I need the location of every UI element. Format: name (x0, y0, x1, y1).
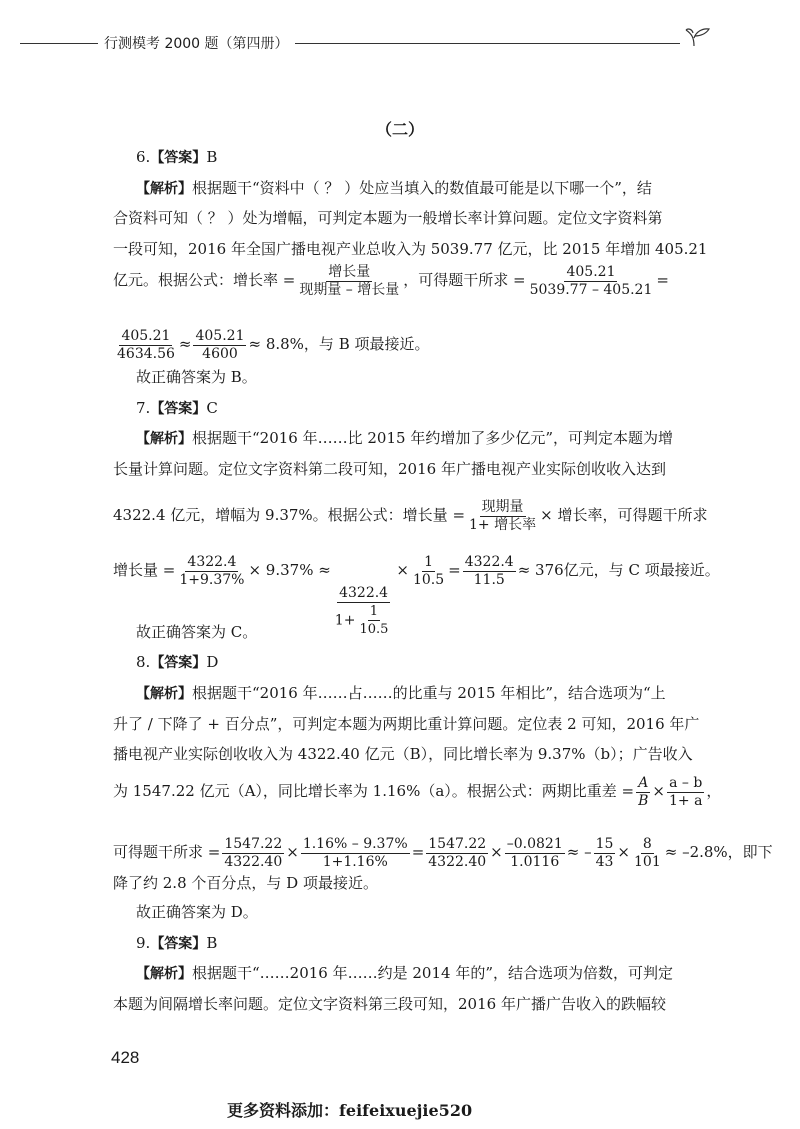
answer-value: B (206, 934, 218, 952)
numerator: 405.21 (195, 327, 245, 344)
q-number: 6. (136, 148, 151, 166)
fraction (505, 836, 565, 871)
fraction (426, 836, 488, 871)
text: 亿元。根据公式：增长率 = (113, 271, 296, 289)
answer-tag: 【答案】 (150, 401, 207, 417)
text: ， (706, 782, 722, 800)
numerator: 8 (642, 835, 652, 852)
footer-note: 更多资料添加：feifeixuejie520 (227, 1101, 473, 1120)
conclusion-7: 故正确答案为 C。 (136, 623, 258, 641)
fraction (333, 585, 395, 638)
analysis-8-line: 升了 / 下降了 + 百分点”，可判定本题为两期比重计算问题。定位表 2 可知，2016 年广 (113, 715, 700, 733)
q-number: 7. (136, 399, 151, 417)
denominator: 10.5 (412, 571, 445, 588)
fraction (115, 328, 177, 363)
analysis-7-line: 长量计算问题。定位文字资料第二段可知，2016 年广播电视产业实际创收收入达到 (113, 460, 666, 478)
fraction (594, 836, 616, 871)
fraction (297, 264, 401, 299)
fraction (632, 836, 663, 871)
text: × (617, 843, 630, 861)
numerator (636, 775, 650, 793)
formula-line (113, 834, 773, 871)
analysis-tag: 【解析】 (136, 431, 192, 447)
fraction (177, 554, 246, 589)
text: ≈ (178, 335, 192, 353)
sprout-icon (682, 24, 712, 48)
denominator: 1+9.37% (179, 571, 245, 588)
analysis-6-line: 一段可知，2016 年全国广播电视产业总收入为 5039.77 亿元，比 2015 年增加 405.21 (113, 240, 708, 258)
formula-line (113, 326, 430, 363)
answer-7 (136, 398, 218, 419)
conclusion-8: 故正确答案为 D。 (136, 903, 258, 921)
text: × (286, 843, 299, 861)
answer-tag: 【答案】 (150, 655, 207, 671)
denominator: 101 (634, 853, 661, 870)
numerator: 1547.22 (224, 835, 283, 852)
text: = (448, 561, 461, 579)
formula-line (113, 497, 707, 534)
denominator: 1.0116 (510, 853, 560, 870)
numerator: 405.21 (121, 327, 171, 344)
analysis-6-line (136, 178, 652, 199)
text: = (411, 843, 425, 861)
text: 根据题干“2016 年……比 2015 年约增加了多少亿元”，可判定本题为增 (192, 429, 673, 447)
text: × 9.37% ≈ (248, 561, 331, 579)
text: 增长量 = (113, 561, 176, 579)
numerator: 现期量 (481, 498, 524, 515)
text: ≈ – (566, 843, 592, 861)
analysis-tag: 【解析】 (136, 966, 192, 982)
denominator (636, 793, 650, 810)
denominator: 现期量 – 增长量 (299, 281, 400, 298)
numerator: 405.21 (566, 263, 616, 280)
answer-value: D (206, 653, 219, 671)
denominator: 1+ 增长率 (469, 516, 537, 533)
analysis-8-line (136, 683, 666, 704)
numerator: –0.0821 (506, 835, 563, 852)
formula-line (113, 263, 669, 299)
numerator: a – b (669, 774, 703, 791)
fraction (193, 328, 246, 363)
formula-line (113, 773, 721, 810)
denominator: 4322.40 (428, 853, 487, 870)
text: × (652, 782, 665, 800)
text: = (656, 271, 669, 289)
text: ，可得题干所求 = (403, 271, 526, 289)
q-number: 9. (136, 934, 151, 952)
denominator: 1+1.16% (322, 853, 388, 870)
analysis-8-line: 降了约 2.8 个百分点，与 D 项最接近。 (113, 874, 378, 892)
fraction (528, 264, 655, 299)
fraction (411, 554, 446, 589)
text: 可得题干所求 = (113, 843, 221, 861)
answer-9 (136, 933, 217, 954)
numerator: 增长量 (328, 263, 371, 280)
analysis-6-line: 合资料可知（ ？ ）处为增幅，可判定本题为一般增长率计算问题。定位文字资料第 (113, 209, 663, 227)
text: ≈ –2.8%，即下 (664, 843, 773, 861)
denominator (333, 603, 395, 638)
denominator: 10.5 (359, 622, 389, 637)
analysis-tag: 【解析】 (136, 686, 192, 702)
denominator: 5039.77 – 405.21 (529, 281, 653, 298)
denominator: 43 (595, 853, 614, 870)
q-number: 8. (136, 653, 151, 671)
text: 4322.4 亿元，增幅为 9.37%。根据公式：增长量 = (113, 506, 466, 524)
numerator: 1547.22 (428, 835, 487, 852)
conclusion-6: 故正确答案为 B。 (136, 368, 257, 386)
fraction (357, 603, 390, 638)
numerator: 1 (369, 604, 379, 619)
section-heading: （二） (375, 120, 424, 139)
analysis-9-line: 本题为间隔增长率问题。定位文字资料第三段可知，2016 年广播广告收入的跌幅较 (113, 995, 666, 1013)
answer-value: B (206, 148, 218, 166)
answer-tag: 【答案】 (150, 936, 207, 952)
running-header (20, 33, 710, 53)
text: 根据题干“2016 年……占……的比重与 2015 年相比”，结合选项为“上 (192, 684, 666, 702)
answer-value: C (206, 399, 218, 417)
fraction (463, 554, 516, 589)
fraction (301, 836, 410, 871)
text: 1+ (334, 612, 356, 629)
page-number: 428 (111, 1048, 140, 1067)
denominator: 11.5 (473, 571, 505, 588)
text: 为 1547.22 亿元（A），同比增长率为 1.16%（a）。根据公式：两期比重差 = (113, 782, 635, 800)
fraction (667, 775, 704, 810)
numerator: 1.16% – 9.37% (302, 835, 408, 852)
text: × 增长率，可得题干所求 (540, 506, 708, 524)
analysis-9-line (136, 963, 673, 984)
text: 根据题干“……2016 年……约是 2014 年的”，结合选项为倍数，可判定 (192, 964, 673, 982)
fraction (636, 775, 650, 810)
answer-6 (136, 147, 217, 168)
text: × (490, 843, 503, 861)
fraction (467, 499, 538, 534)
denominator: 4322.40 (224, 853, 283, 870)
text: × (396, 561, 409, 579)
text: 根据题干“资料中（ ？ ）处应当填入的数值最可能是以下哪一个”，结 (192, 179, 652, 197)
var: B (638, 792, 649, 809)
text: ≈ 376亿元，与 C 项最接近。 (517, 561, 720, 579)
fraction (222, 836, 284, 871)
denominator: 1+ a (668, 792, 703, 809)
answer-8 (136, 652, 218, 673)
numerator: 4322.4 (187, 553, 237, 570)
numerator: 15 (595, 835, 614, 852)
numerator: 4322.4 (464, 553, 514, 570)
denominator: 4600 (202, 345, 238, 362)
analysis-8-line: 播电视产业实际创收收入为 4322.40 亿元（B），同比增长率为 9.37%（b）；广告收入 (113, 745, 693, 763)
text: ≈ 8.8%，与 B 项最接近。 (248, 335, 430, 353)
header-title: 行测模考 2000 题（第四册） (98, 33, 295, 53)
analysis-7-line (136, 428, 673, 449)
numerator: 1 (424, 553, 434, 570)
var: A (638, 774, 649, 791)
answer-tag: 【答案】 (150, 150, 207, 166)
denominator: 4634.56 (117, 345, 175, 362)
analysis-tag: 【解析】 (136, 181, 192, 197)
numerator: 4322.4 (339, 585, 389, 601)
